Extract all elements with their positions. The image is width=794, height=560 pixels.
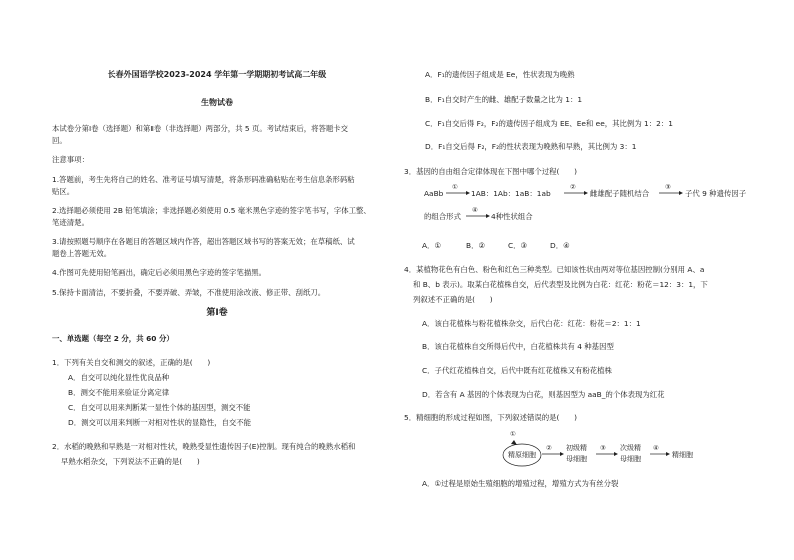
q3-stem: 3．基因的自由组合定律体现在下图中哪个过程( )	[404, 167, 578, 176]
q5-step-4: ④	[653, 444, 659, 452]
q3-option-a: A．①	[422, 241, 442, 250]
q3-step-3: ③	[665, 183, 671, 191]
q5-step-3: ③	[600, 444, 606, 452]
q5-cell-sperm: 精细胞	[672, 451, 693, 459]
q5-cell-secondary-b: 母细胞	[620, 455, 641, 463]
q3-gametes: 1AB：1Ab：1aB：1ab	[471, 189, 551, 198]
q5-arrowhead-3	[614, 452, 618, 456]
q3-arrowhead-3	[679, 191, 683, 195]
q2-option-b: B．F₁自交时产生的雌、雄配子数量之比为 1：1	[425, 95, 583, 104]
q5-arrowhead-2	[560, 452, 564, 456]
q3-step-1: ①	[452, 183, 458, 191]
q5-cell-primary-a: 初级精	[566, 444, 587, 452]
q4-stem-2: 和 B、b 表示)。取某白花植株自交，后代表型及比例为白花：红花：粉花＝12：3：1，下	[413, 280, 708, 289]
intro-line-1: 本试卷分第Ⅰ卷（选择题）和第Ⅱ卷（非选择题）两部分，共 5 页。考试结束后，将答题卡交	[52, 124, 349, 133]
q5-cycle-arrowhead	[511, 440, 517, 445]
q5-cell-secondary-a: 次级精	[620, 444, 641, 452]
q4-stem-3: 列叙述不正确的是( )	[413, 295, 493, 304]
q4-option-a: A．该白花植株与粉花植株杂交，后代白花：红花：粉花＝2：1：1	[422, 319, 641, 328]
notice-item-5: 5.保持卡面清洁，不要折叠，不要弄破、弄皱，不准使用涂改液、修正带、刮纸刀。	[52, 288, 326, 297]
subject-title: 生物试卷	[201, 98, 233, 107]
q3-arrowhead-4	[486, 214, 490, 218]
notice-heading: 注意事项：	[52, 155, 89, 164]
q3-option-b: B．②	[466, 241, 486, 250]
notice-item-2a: 2.选择题必须使用 2B 铅笔填涂；非选择题必须使用 0.5 毫米黑色字迹的签字笔书写，字体工整、	[52, 206, 371, 215]
q1-stem: 1．下列有关自交和测交的叙述，正确的是( )	[52, 358, 211, 367]
intro-line-2: 回。	[52, 136, 67, 145]
notice-item-3b: 题卷上答题无效。	[52, 249, 112, 258]
q3-flow-diagram	[424, 180, 754, 222]
q3-arrowhead-1	[466, 191, 470, 195]
q1-option-c: C．自交可以用来判断某一显性个体的基因型，测交不能	[68, 403, 251, 412]
q5-option-a: A．①过程是原始生殖细胞的增殖过程，增殖方式为有丝分裂	[422, 479, 619, 488]
q2-option-c: C．F₁自交后得 F₂，F₂的遗传因子组成为 EE、Ee和 ee，其比例为 1：2：1	[425, 119, 673, 128]
q1-option-b: B．测交不能用来验证分离定律	[68, 388, 170, 397]
q5-process-diagram	[500, 428, 730, 468]
q3-start: AaBb	[424, 189, 444, 198]
q5-stem: 5．精细胞的形成过程如图，下列叙述错误的是( )	[404, 413, 578, 422]
q4-option-b: B．该白花植株自交所得后代中，白花植株共有 4 种基因型	[422, 342, 614, 351]
q5-step-2: ②	[546, 444, 552, 452]
q3-offspring-a: 子代 9 种遗传因子	[685, 189, 747, 198]
q4-option-c: C．子代红花植株自交，后代中既有红花植株又有粉花植株	[422, 366, 612, 375]
q3-arrowhead-2	[584, 191, 588, 195]
q3-fertilize: 雌雄配子随机结合	[590, 189, 650, 198]
q4-stem-1: 4．某植物花色有白色、粉色和红色三种类型。已知该性状由两对等位基因控制(分别用 A、a	[404, 265, 705, 274]
q2-option-a: A．F₁的遗传因子组成是 Ee，性状表现为晚熟	[425, 70, 575, 79]
q1-option-d: D．测交可以用来判断一对相对性状的显隐性，自交不能	[68, 418, 252, 427]
q1-option-a: A．自交可以纯化显性优良品种	[68, 373, 170, 382]
q3-step-4: ④	[472, 206, 478, 214]
exam-title: 长春外国语学校2023-2024 学年第一学期期初考试高二年级	[107, 70, 327, 79]
q2-stem-2: 早熟水稻杂交，下列说法不正确的是( )	[61, 457, 200, 466]
notice-item-1a: 1.答题前，考生先将自己的姓名、准考证号填写清楚，将条形码准确粘贴在考生信息条形码粘	[52, 175, 355, 184]
q2-option-d: D．F₁自交后得 F₂，F₂的性状表现为晚熟和早熟，其比例为 3：1	[425, 142, 637, 151]
q2-stem-1: 2．水稻的晚熟和早熟是一对相对性状，晚熟受显性遗传因子(E)控制。现有纯合的晚熟水稻和	[52, 442, 356, 451]
part-title: 第Ⅰ卷	[206, 308, 228, 318]
notice-item-2b: 笔迹清楚。	[52, 218, 89, 227]
q4-option-d: D．若含有 A 基因的个体表现为白花，则基因型为 aaB_的个体表现为红花	[422, 390, 665, 399]
notice-item-4: 4.作图可先使用铅笔画出，确定后必须用黑色字迹的签字笔描黑。	[52, 268, 266, 277]
q5-cell-primary-b: 母细胞	[566, 455, 587, 463]
q3-option-c: C．③	[508, 241, 528, 250]
q5-arrowhead-4	[666, 452, 670, 456]
notice-item-3a: 3.请按照题号顺序在各题目的答题区域内作答，超出答题区域书写的答案无效；在草稿纸、试	[52, 237, 355, 246]
notice-item-1b: 贴区。	[52, 187, 75, 196]
section-heading: 一、单选题（每空 2 分，共 60 分）	[52, 334, 174, 343]
q3-phenotype: 4种性状组合	[491, 212, 533, 221]
q3-step-2: ②	[570, 183, 576, 191]
q3-offspring-b: 的组合形式	[424, 212, 461, 221]
q5-cell-spermatogonium: 精原细胞	[508, 451, 536, 459]
q5-step-1: ①	[510, 430, 516, 438]
q3-option-d: D．④	[550, 241, 570, 250]
